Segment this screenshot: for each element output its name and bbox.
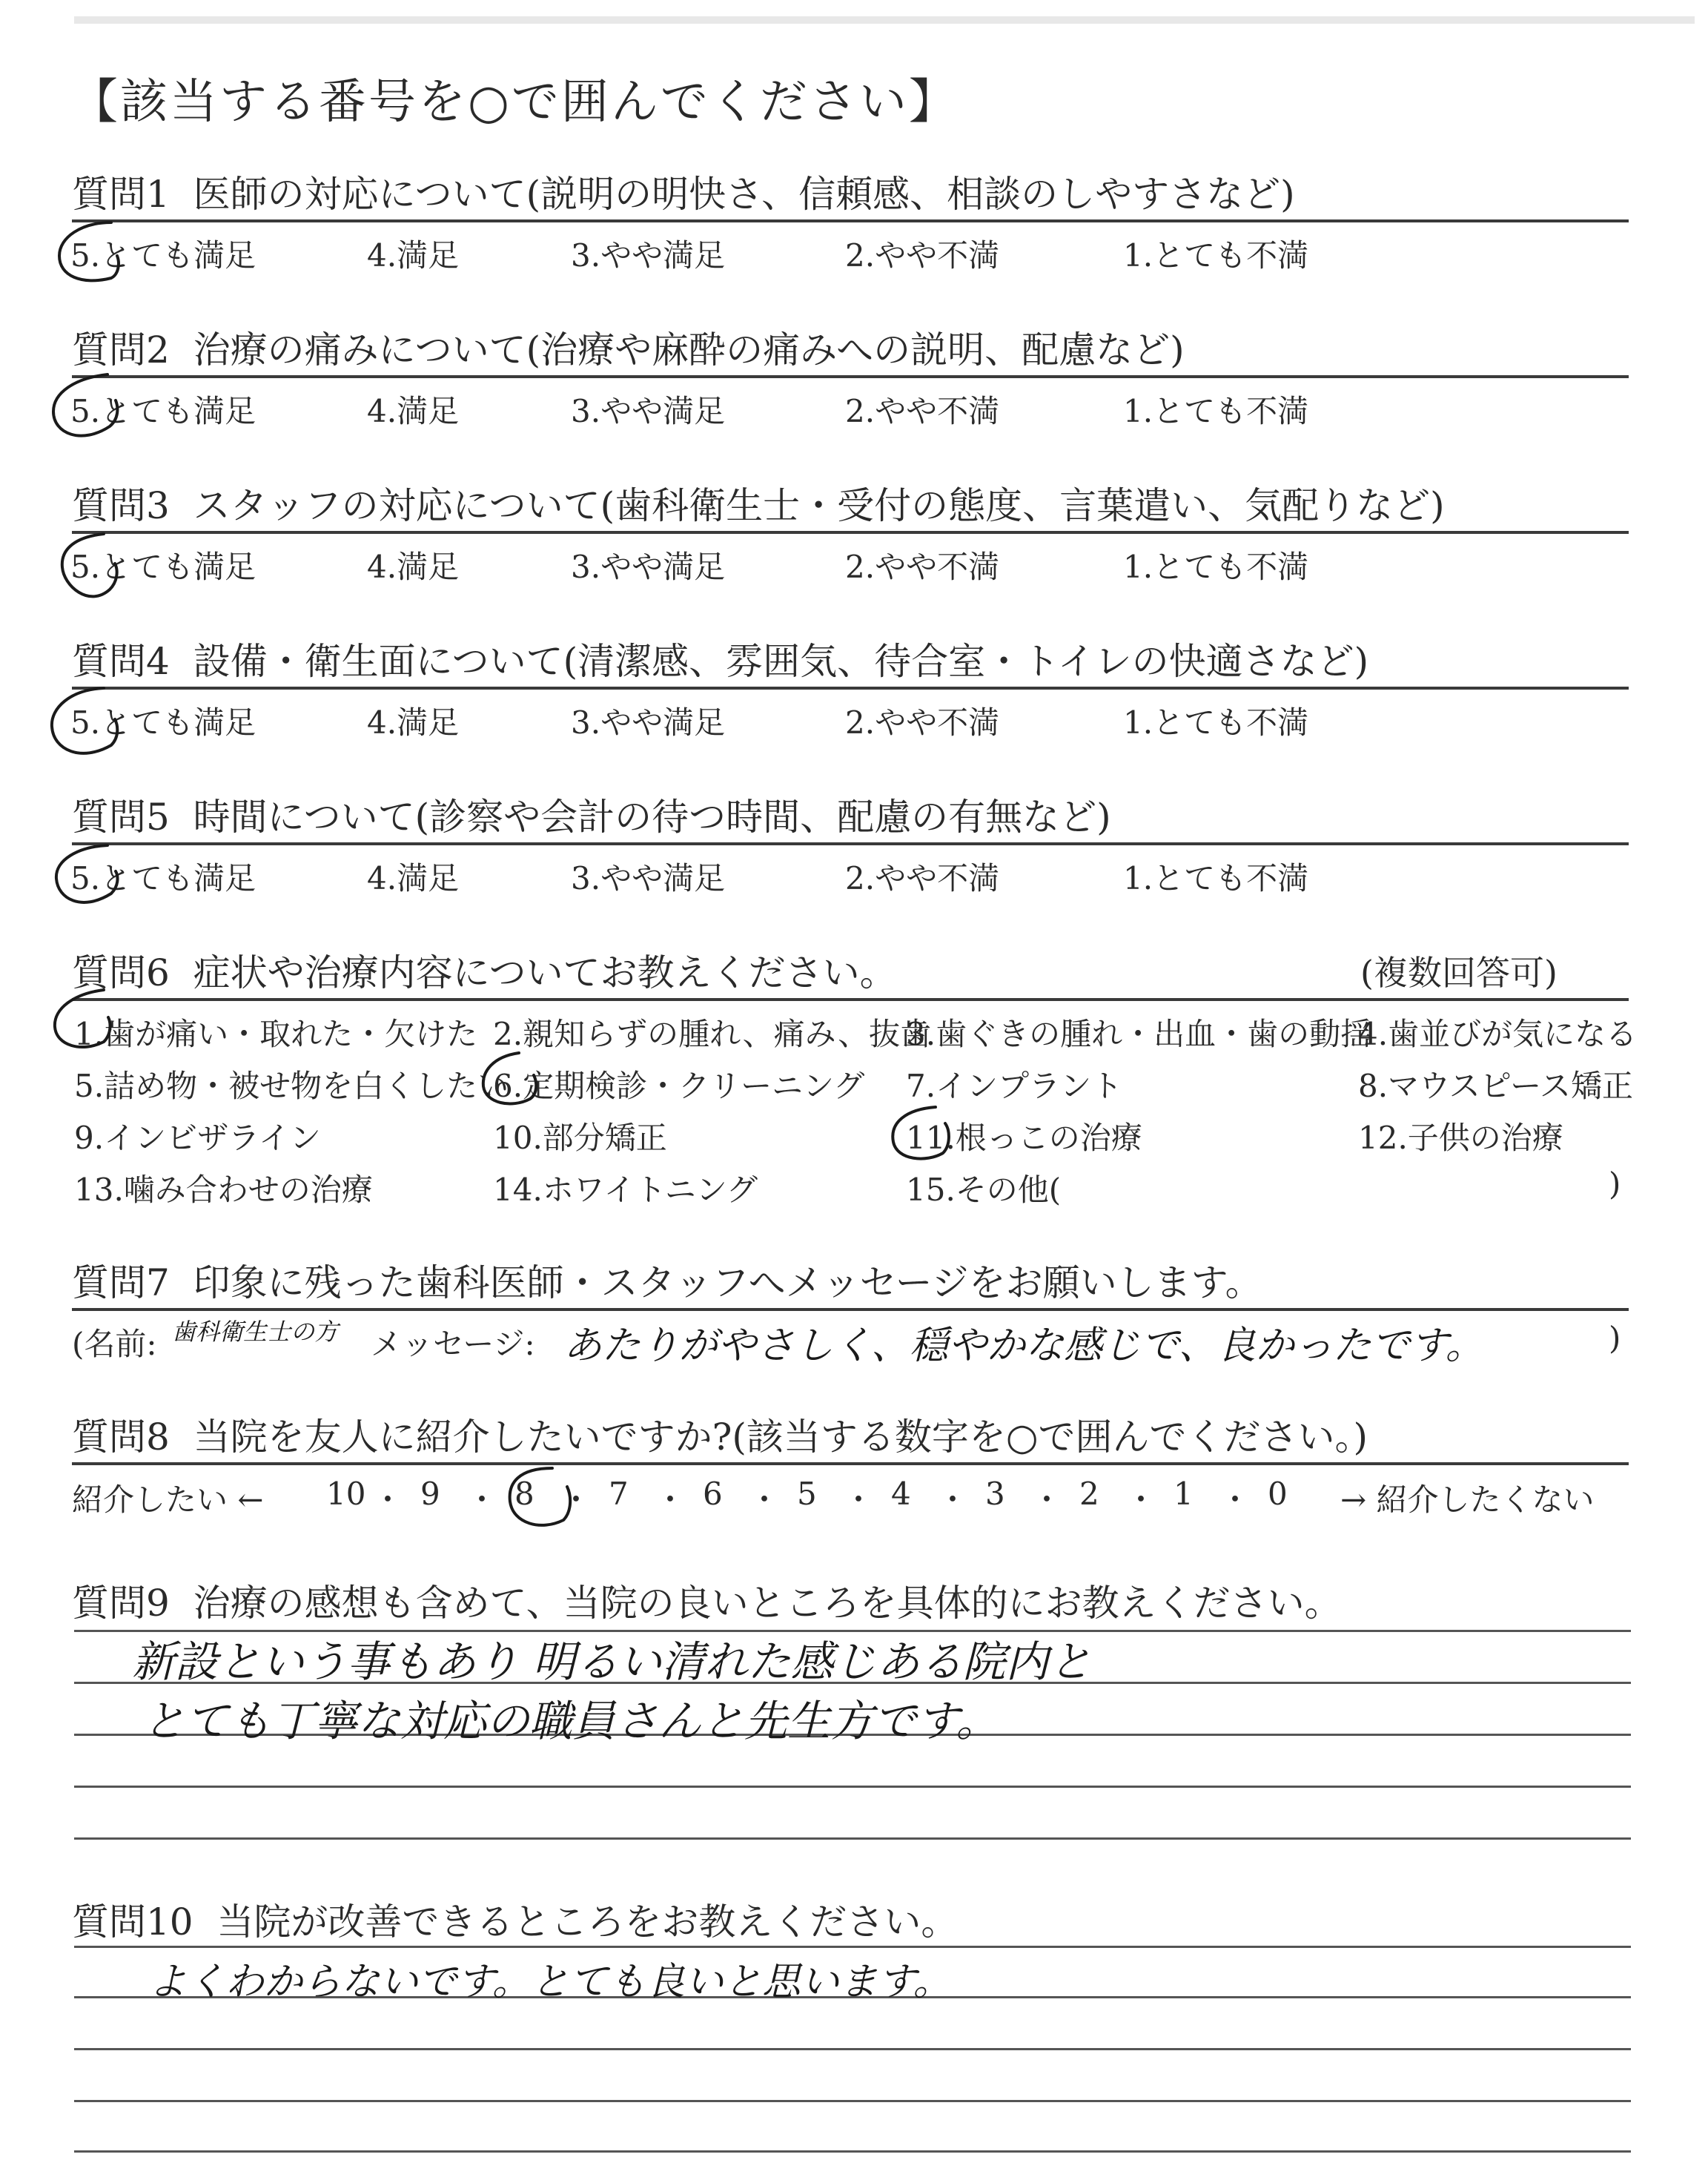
question-6-label: 質問6 — [72, 951, 170, 994]
question-8 — [72, 1407, 1368, 1461]
question-3-text: スタッフの対応について(歯科衛生士・受付の態度、言葉遣い、気配りなど) — [193, 484, 1445, 527]
question-1-text: 医師の対応について(説明の明快さ、信頼感、相談のしやすさなど) — [193, 173, 1295, 216]
q9-answer-line-1[interactable]: 新設という事もあり 明るい清れた感じある院内と — [132, 1636, 1092, 1687]
question-1-rule — [72, 219, 1629, 222]
scale-separator: ・ — [466, 1482, 498, 1518]
question-4 — [72, 632, 1368, 685]
q4-option-2[interactable]: 2.やや不満 — [845, 704, 1000, 741]
q3-option-5[interactable]: 5.とても満足 — [70, 549, 256, 585]
question-6-rule — [72, 998, 1629, 1001]
question-10-label: 質問10 — [72, 1900, 193, 1943]
q4-option-3[interactable]: 3.やや満足 — [571, 704, 726, 741]
q6-option-15[interactable]: 15.その他( — [906, 1172, 1062, 1208]
question-1-label: 質問1 — [72, 173, 170, 216]
q6-option-5[interactable]: 5.詰め物・被せ物を白くしたい — [74, 1068, 509, 1104]
q7-close-paren: ) — [1609, 1320, 1621, 1356]
question-8-rule — [72, 1462, 1629, 1465]
q2-option-5[interactable]: 5.とても満足 — [70, 393, 256, 429]
q2-option-3[interactable]: 3.やや満足 — [571, 393, 726, 429]
q6-option-12[interactable]: 12.子供の治療 — [1358, 1120, 1563, 1156]
q2-option-4[interactable]: 4.満足 — [367, 393, 460, 429]
scale-separator: ・ — [937, 1482, 969, 1518]
question-10 — [72, 1892, 958, 1946]
question-9-text: 治療の感想も含めて、当院の良いところを具体的にお教えください。 — [193, 1582, 1342, 1625]
question-9-label: 質問9 — [72, 1582, 170, 1625]
q6-option-11[interactable]: 11.根っこの治療 — [906, 1120, 1142, 1156]
question-2-text: 治療の痛みについて(治療や麻酔の痛みへの説明、配慮など) — [193, 328, 1185, 371]
question-5-label: 質問5 — [72, 796, 170, 839]
q1-option-5[interactable]: 5.とても満足 — [70, 237, 256, 274]
q5-option-2[interactable]: 2.やや不満 — [845, 860, 1000, 896]
q6-option-3[interactable]: 3.歯ぐきの腫れ・出血・歯の動揺 — [906, 1016, 1372, 1052]
scale-number-7[interactable]: 7 — [609, 1476, 629, 1512]
scale-separator: ・ — [749, 1482, 781, 1518]
scale-separator: ・ — [1125, 1482, 1157, 1518]
question-3 — [72, 476, 1445, 529]
q6-option-7[interactable]: 7.インプラント — [906, 1068, 1123, 1104]
scale-separator: ・ — [560, 1482, 592, 1518]
q4-option-4[interactable]: 4.満足 — [367, 704, 460, 741]
question-7-rule — [72, 1308, 1629, 1311]
scale-separator: ・ — [843, 1482, 875, 1518]
q1-option-4[interactable]: 4.満足 — [367, 237, 460, 274]
scale-number-3[interactable]: 3 — [985, 1476, 1005, 1512]
q3-option-1[interactable]: 1.とても不満 — [1123, 549, 1309, 585]
scale-separator: ・ — [655, 1482, 686, 1518]
scale-separator: ・ — [372, 1482, 404, 1518]
q5-option-1[interactable]: 1.とても不満 — [1123, 860, 1309, 896]
scan-top-edge — [74, 16, 1695, 24]
scale-number-10[interactable]: 10 — [326, 1476, 366, 1512]
question-4-rule — [72, 687, 1629, 690]
q4-option-1[interactable]: 1.とても不満 — [1123, 704, 1309, 741]
question-8-label: 質問8 — [72, 1416, 170, 1459]
q1-option-2[interactable]: 2.やや不満 — [845, 237, 1000, 274]
message-handwritten[interactable]: あたりがやさしく、穏やかな感じで、良かったです。 — [563, 1324, 1484, 1368]
q6-option-4[interactable]: 4.歯並びが気になる — [1358, 1016, 1638, 1052]
q1-option-1[interactable]: 1.とても不満 — [1123, 237, 1309, 274]
q6-other-close-paren: ) — [1609, 1166, 1621, 1202]
q6-option-14[interactable]: 14.ホワイトニング — [493, 1172, 758, 1208]
name-handwritten[interactable]: 歯科衛生士の方 — [172, 1318, 339, 1346]
question-6-text: 症状や治療内容についてお教えください。 — [193, 951, 897, 994]
q5-option-4[interactable]: 4.満足 — [367, 860, 460, 896]
question-2 — [72, 320, 1185, 374]
q6-option-6[interactable]: 6.定期検診・クリーニング — [493, 1068, 865, 1104]
scale-number-9[interactable]: 9 — [420, 1476, 440, 1512]
answer-line — [74, 1946, 1631, 1948]
question-9 — [72, 1573, 1342, 1627]
question-3-rule — [72, 531, 1629, 534]
question-2-rule — [72, 375, 1629, 378]
question-4-text: 設備・衛生面について(清潔感、雰囲気、待合室・トイレの快適さなど) — [193, 640, 1369, 683]
message-label: メッセージ: — [371, 1326, 535, 1362]
question-4-label: 質問4 — [72, 640, 170, 683]
answer-line — [74, 2150, 1631, 2153]
scale-number-0[interactable]: 0 — [1268, 1476, 1288, 1512]
q2-option-1[interactable]: 1.とても不満 — [1123, 393, 1309, 429]
q6-option-2[interactable]: 2.親知らずの腫れ、痛み、抜歯 — [493, 1016, 932, 1052]
scale-number-6[interactable]: 6 — [703, 1476, 723, 1512]
q3-option-2[interactable]: 2.やや不満 — [845, 549, 1000, 585]
question-7-text: 印象に残った歯科医師・スタッフへメッセージをお願いします。 — [193, 1261, 1262, 1304]
question-2-label: 質問2 — [72, 328, 170, 371]
question-1 — [72, 165, 1295, 218]
q9-answer-line-2[interactable]: とても丁寧な対応の職員さんと先生方です。 — [142, 1696, 999, 1746]
scale-number-8[interactable]: 8 — [514, 1476, 534, 1512]
answer-line — [74, 1786, 1631, 1788]
scale-left-label: 紹介したい ← — [72, 1482, 264, 1518]
q6-option-1[interactable]: 1.歯が痛い・取れた・欠けた — [74, 1016, 478, 1052]
question-5 — [72, 787, 1111, 841]
question-5-rule — [72, 842, 1629, 845]
answer-line — [74, 1837, 1631, 1840]
q6-option-10[interactable]: 10.部分矯正 — [493, 1120, 667, 1156]
q3-option-4[interactable]: 4.満足 — [367, 549, 460, 585]
form-title: 【該当する番号を○で囲んでください】 — [70, 75, 959, 130]
q2-option-2[interactable]: 2.やや不満 — [845, 393, 1000, 429]
q10-answer-line-1[interactable]: よくわからないです。とても良いと思います。 — [148, 1960, 952, 2004]
question-7-label: 質問7 — [72, 1261, 170, 1304]
scale-separator: ・ — [1219, 1482, 1251, 1518]
scale-right-label: → 紹介したくない — [1340, 1482, 1595, 1518]
q3-option-3[interactable]: 3.やや満足 — [571, 549, 726, 585]
name-label: (名前: — [72, 1326, 157, 1362]
scale-number-1[interactable]: 1 — [1174, 1476, 1194, 1512]
q1-option-3[interactable]: 3.やや満足 — [571, 237, 726, 274]
scale-number-4[interactable]: 4 — [891, 1476, 911, 1512]
answer-line — [74, 2048, 1631, 2050]
q4-option-5[interactable]: 5.とても満足 — [70, 704, 256, 741]
question-7 — [72, 1253, 1262, 1307]
multiple-answers-note: (複数回答可) — [1360, 953, 1558, 993]
question-10-text: 当院が改善できるところをお教えください。 — [216, 1900, 959, 1943]
scale-separator: ・ — [1031, 1482, 1063, 1518]
question-6 — [72, 943, 897, 997]
q5-option-3[interactable]: 3.やや満足 — [571, 860, 726, 896]
q6-option-9[interactable]: 9.インビザライン — [74, 1120, 321, 1156]
question-5-text: 時間について(診察や会計の待つ時間、配慮の有無など) — [193, 796, 1111, 839]
q6-option-8[interactable]: 8.マウスピース矯正 — [1358, 1068, 1634, 1104]
question-8-text: 当院を友人に紹介したいですか?(該当する数字を○で囲んでください。) — [193, 1416, 1368, 1459]
scale-number-5[interactable]: 5 — [797, 1476, 817, 1512]
q5-option-5[interactable]: 5.とても満足 — [70, 860, 256, 896]
question-3-label: 質問3 — [72, 484, 170, 527]
answer-line — [74, 2100, 1631, 2102]
scale-number-2[interactable]: 2 — [1079, 1476, 1099, 1512]
q6-option-13[interactable]: 13.噛み合わせの治療 — [74, 1172, 373, 1208]
